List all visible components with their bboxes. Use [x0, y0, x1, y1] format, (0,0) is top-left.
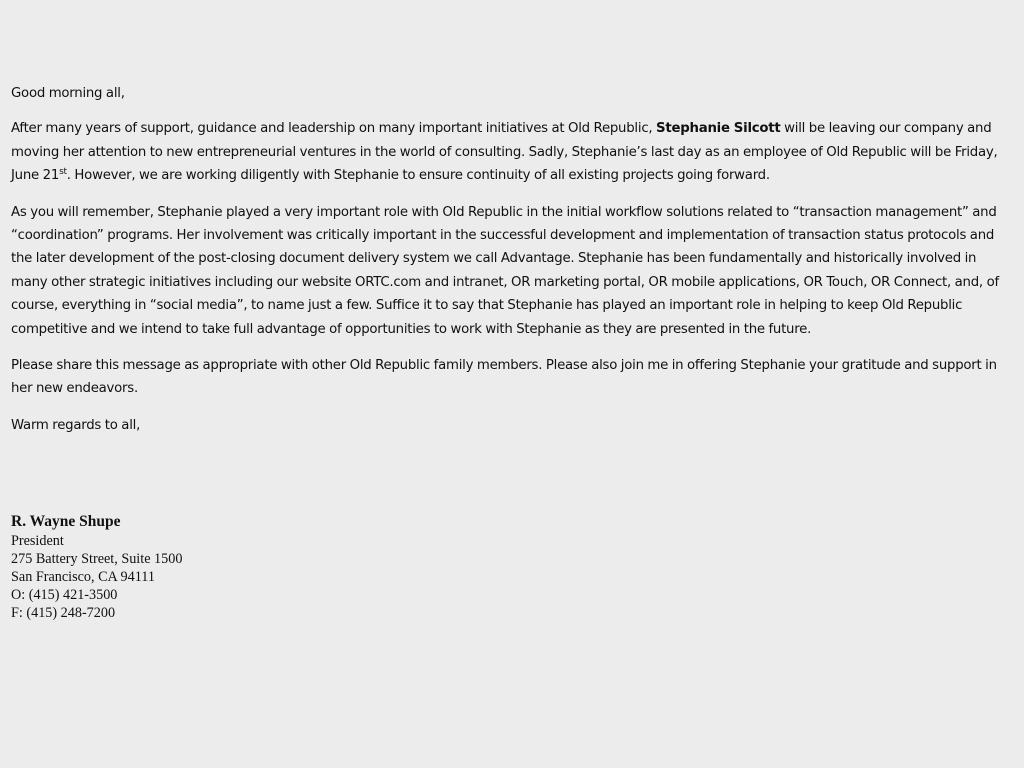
signature-office-phone: O: (415) 421-3500 — [11, 587, 118, 603]
paragraph-announcement-text-3: . However, we are working diligently with Stephanie to ensure continuity of all existing projects going forward. — [66, 168, 770, 184]
paragraph-announcement — [11, 117, 1011, 187]
paragraph-request: Please share this message as appropriate with other Old Republic family members. Please also join me in offering Stephanie your gratitude and support in her new endeavors. — [11, 358, 997, 397]
signature-address-line-1: 275 Battery Street, Suite 1500 — [11, 551, 183, 567]
email-body — [11, 82, 1011, 450]
signature-address-line-2: San Francisco, CA 94111 — [11, 569, 155, 585]
greeting: Good morning all, — [11, 86, 125, 101]
paragraph-announcement-text-2: will be leaving our company and moving her attention to new entrepreneurial ventures in the world of consulting. Sadly, Stephanie’s last day as an employee of Old Republic will be Friday, June 21 — [11, 121, 998, 184]
closing: Warm regards to all, — [11, 417, 141, 433]
paragraph-contributions: As you will remember, Stephanie played a very important role with Old Republic in the initial workflow solutions related to “transaction management” and “coordination” programs. Her involvement was critically important in the successful development and implementation of transaction status protocols and the later development of the post-closing document delivery system we call Advantage. Stephanie has been fundamentally and historically involved in many other strategic initiatives including our website ORTC.com and intranet, OR marketing portal, OR mobile applications, OR Touch, OR Connect, and, of course, everything in “social media”, to name just a few. Suffice it to say that Stephanie has played an important role in helping to keep Old Republic competitive and we intend to take full advantage of opportunities to work with Stephanie as they are presented in the future. — [11, 204, 999, 337]
signature-name: R. Wayne Shupe — [11, 513, 121, 530]
signature-fax: F: (415) 248-7200 — [11, 605, 116, 621]
signature-title: President — [11, 533, 64, 549]
date-ordinal-suffix: st — [59, 167, 67, 178]
paragraph-announcement-text-1: After many years of support, guidance and leadership on many important initiatives at Old Republic, — [11, 121, 657, 137]
signature-block — [11, 512, 182, 622]
employee-name: Stephanie Silcott — [656, 121, 781, 137]
